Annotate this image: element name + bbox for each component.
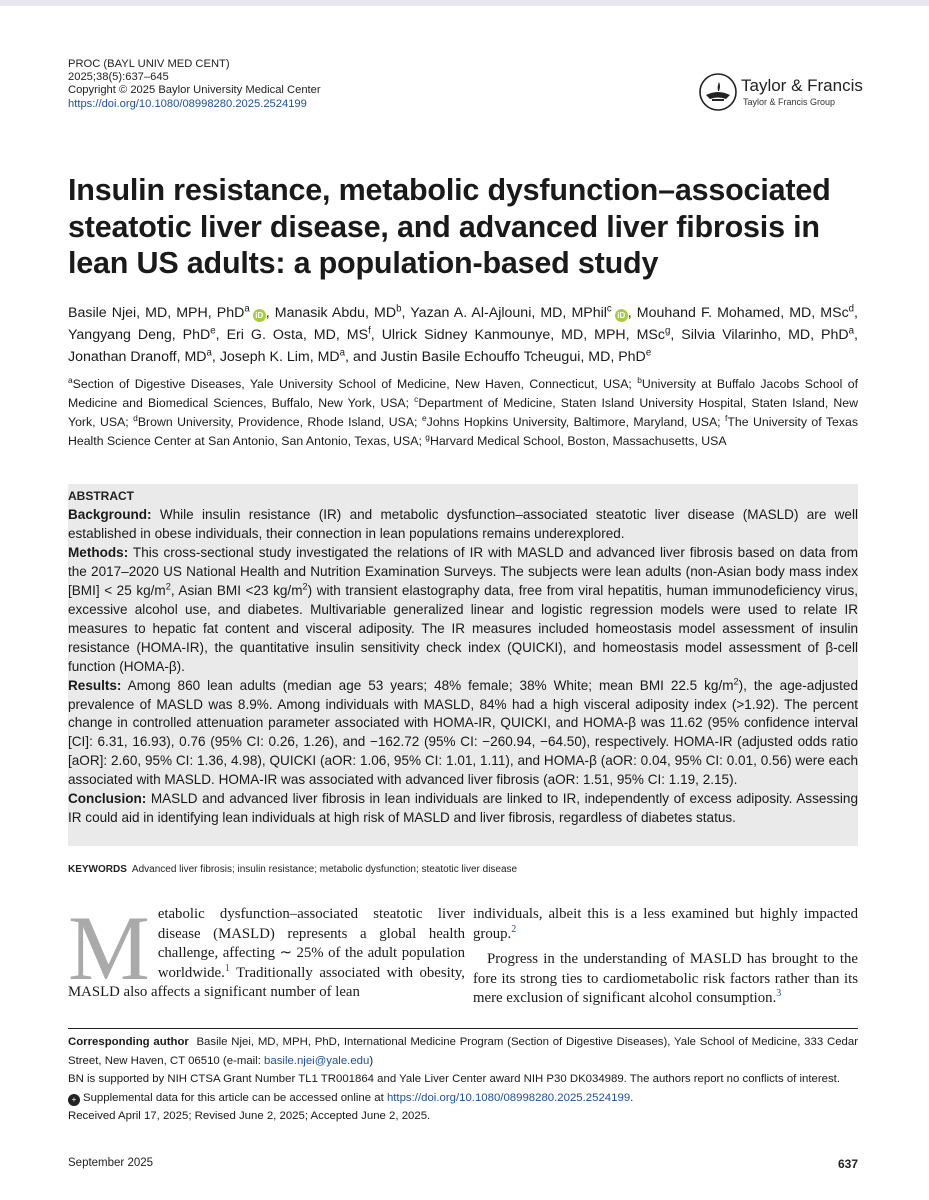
author-name: Manasik Abdu, MD bbox=[274, 305, 397, 321]
affiliation: The University of Texas Health Science Center at San Antonio, San Antonio, Texas, USA; bbox=[68, 415, 859, 448]
supplemental-note bbox=[68, 1089, 858, 1108]
background-label: Background: bbox=[68, 507, 152, 522]
author-affil-sup: a bbox=[339, 347, 346, 359]
affiliations bbox=[68, 375, 858, 451]
journal-copyright: Copyright © 2025 Baylor University Medical Center bbox=[68, 84, 321, 97]
body-text: etabolic dysfunction–associated steatotic liver disease (MASLD) represents a global health challenge, affecting ∼ 25% of the adult population worldwide. bbox=[157, 906, 465, 981]
abstract-heading: ABSTRACT bbox=[68, 489, 134, 503]
affiliation: University at Buffalo Jacobs School of Medicine and Biomedical Sciences, Buffalo, New York, USA; bbox=[68, 377, 858, 410]
publisher-group: Taylor & Francis Group bbox=[743, 97, 836, 107]
abstract-results bbox=[68, 677, 858, 791]
keywords-label: KEYWORDS bbox=[68, 864, 127, 875]
affil-sup: c bbox=[414, 393, 419, 404]
corr-text: Basile Njei, MD, MPH, PhD, International Medicine Program (Section of Digestive Diseases), Yale School of Medicine, 333 Cedar Street, New Haven, CT 06510 (e-mail: bbox=[68, 1036, 858, 1067]
reference-link[interactable]: 1 bbox=[224, 962, 230, 974]
author-name: Jonathan Dranoff, MD bbox=[68, 349, 207, 365]
abstract-box bbox=[68, 484, 858, 846]
journal-doi-link[interactable]: https://doi.org/10.1080/08998280.2025.2524199 bbox=[68, 97, 307, 110]
author-name: Eri G. Osta, MD, MS bbox=[226, 327, 369, 343]
affiliation: Department of Medicine, Staten Island University Hospital, Staten Island, New York, USA; bbox=[68, 396, 859, 429]
reference-link[interactable]: 3 bbox=[776, 988, 782, 1000]
body-text: Traditionally associated with obesity, MASLD also affects a significant number of lean bbox=[68, 964, 465, 1001]
author-list: Basile Njei, MD, MPH, PhD$^a$iD , Manasik Abdu, $MD^b$, Yazan A. Al-Ajlouni, MD, MPhil$^c$iD , Mouhand F. Mohamed, MD, MSc$^d$, Yangyang Deng, PhD$^e$, Eri G. Osta, MD, $MS^f$, Ulrick Sidney Kanmounye, MD, MPH, MSc$^g$, Silvia Vilarinho, MD, PhD$^a$, Jonathan Dranoff, $MD^a$, Joseph K. Lim, $MD^a$, and Justin Basile Echouffo Tcheugui, MD, PhD$^e$ bbox=[68, 303, 858, 365]
affil-sup: d bbox=[133, 412, 138, 423]
authors-and: and bbox=[352, 349, 377, 365]
affiliation: Section of Digestive Diseases, Yale University School of Medicine, New Haven, Connecticut, USA; bbox=[72, 377, 632, 391]
keywords-text: Advanced liver fibrosis; insulin resistance; metabolic dysfunction; steatotic liver disease bbox=[131, 864, 518, 875]
body-text: individuals, albeit this is a less examined but highly impacted group. bbox=[473, 906, 858, 942]
results-sup: 2 bbox=[733, 676, 739, 687]
footer-date: September 2025 bbox=[68, 1157, 154, 1169]
journal-name: PROC (BAYL UNIV MED CENT) bbox=[68, 58, 230, 70]
corr-label: Corresponding author bbox=[68, 1036, 189, 1048]
background-text: While insulin resistance (IR) and metabolic dysfunction–associated steatotic liver disease (MASLD) are well established in obese individuals, their connection in lean populations remains underexplored. bbox=[68, 507, 858, 541]
author-affil-sup: e bbox=[645, 347, 652, 359]
corr-text: ) bbox=[369, 1054, 374, 1067]
footnote-divider bbox=[68, 1028, 858, 1029]
author-affil-sup: d bbox=[848, 303, 855, 315]
abstract-methods bbox=[68, 544, 858, 677]
supplemental-icon: + bbox=[68, 1094, 80, 1106]
author-name: Mouhand F. Mohamed, MD, MSc bbox=[636, 305, 849, 321]
body-paragraph bbox=[473, 905, 858, 944]
conclusion-label: Conclusion: bbox=[68, 791, 147, 807]
footnotes bbox=[68, 1033, 858, 1126]
corresponding-author bbox=[68, 1033, 858, 1070]
author-name: Basile Njei, MD, MPH, PhD bbox=[68, 305, 245, 321]
supp-text: . bbox=[630, 1091, 634, 1104]
body-text: Progress in the understanding of MASLD has brought to the fore its strong ties to cardiometabolic risk factors rather than its mere exclusion of significant alcohol consumption. bbox=[473, 951, 858, 1007]
affil-sup: e bbox=[421, 412, 427, 423]
affil-sup: b bbox=[637, 374, 642, 385]
methods-text: ) with transient elastography data, free from viral hepatitis, human immunodeficiency virus, excessive alcohol use, and diabetes. Multivariable generalized linear and logistic regression models were used to relate IR measures to hepatic fat content and visceral adiposity. The IR measures included homeostasis model assessment of insulin resistance (HOMA-IR), the quantitative insulin sensitivity check index (QUICKI), and homeostasis model assessment of β-cell function (HOMA-β). bbox=[68, 582, 858, 674]
methods-text: This cross-sectional study investigated the relations of IR with MASLD and advanced liver fibrosis based on data from the 2017–2020 US National Health and Nutrition Examination Surveys. The subjects were lean adults (non-Asian body mass index [BMI] < 25 kg/m bbox=[68, 544, 858, 598]
page-number: 637 bbox=[837, 1157, 858, 1171]
publisher-logo bbox=[698, 72, 868, 112]
affiliation: Johns Hopkins University, Baltimore, Maryland, USA; bbox=[426, 415, 721, 429]
results-label: Results: bbox=[68, 677, 122, 693]
author-affil-sup: c bbox=[606, 303, 612, 315]
email-link[interactable]: basile.njei@yale.edu bbox=[264, 1054, 370, 1067]
abstract-background bbox=[68, 506, 858, 544]
supp-text: Supplemental data for this article can be accessed online at bbox=[83, 1091, 387, 1104]
journal-volume: 2025;38(5):637–645 bbox=[68, 71, 169, 84]
author-affil-sup: a bbox=[244, 303, 250, 315]
orcid-icon[interactable]: iD bbox=[253, 309, 266, 322]
keywords bbox=[68, 864, 517, 875]
conclusion-text: MASLD and advanced liver fibrosis in lean individuals are linked to IR, independently of excess adiposity. Assessing IR could aid in identifying lean individuals at high risk of MASLD and liver fibrosis, regardless of diabetes status. bbox=[68, 791, 858, 826]
top-bar bbox=[0, 0, 929, 6]
body-paragraph bbox=[473, 950, 858, 1009]
author-name: Justin Basile Echouffo Tcheugui, MD, PhD bbox=[380, 349, 646, 365]
author-affil-sup: a bbox=[206, 347, 212, 359]
body-column-left bbox=[68, 897, 465, 1003]
author-name: Silvia Vilarinho, MD, PhD bbox=[681, 327, 849, 343]
author-affil-sup: e bbox=[210, 325, 216, 337]
article-title: Insulin resistance, metabolic dysfunction–associated steatotic liver disease, and advanced liver fibrosis in lean US adults: a population-based study bbox=[68, 173, 831, 280]
abstract-conclusion bbox=[68, 790, 858, 828]
affiliation: Brown University, Providence, Rhode Island, USA; bbox=[137, 415, 418, 429]
affil-sup: g bbox=[425, 431, 430, 442]
drop-cap: M bbox=[68, 897, 150, 999]
author-name: Ulrick Sidney Kanmounye, MD, MPH, MSc bbox=[381, 327, 665, 343]
publisher-name: Taylor & Francis bbox=[741, 76, 863, 95]
methods-label: Methods: bbox=[68, 544, 129, 560]
received-dates: Received April 17, 2025; Revised June 2, 2025; Accepted June 2, 2025. bbox=[68, 1110, 431, 1122]
supplemental-link[interactable]: https://doi.org/10.1080/08998280.2025.2524199 bbox=[386, 1091, 631, 1104]
affil-sup: a bbox=[68, 374, 73, 385]
author-affil-sup: g bbox=[664, 325, 671, 337]
author-affil-sup: a bbox=[848, 325, 855, 337]
orcid-icon[interactable]: iD bbox=[615, 309, 628, 322]
affiliation: Harvard Medical School, Boston, Massachusetts, USA bbox=[429, 434, 727, 448]
author-name: Joseph K. Lim, MD bbox=[219, 349, 340, 365]
author-affil-sup: f bbox=[368, 325, 371, 337]
affil-sup: f bbox=[725, 412, 728, 423]
reference-link[interactable]: 2 bbox=[511, 923, 517, 935]
body-column-right bbox=[473, 905, 858, 1009]
methods-sup: 2 bbox=[165, 581, 171, 592]
results-text: ), the age-adjusted prevalence of MASLD was 8.9%. Among individuals with MASLD, 84% had a high visceral adiposity index (>1.92). The percent change in controlled attenuation parameter associated with HOMA-IR, QUICKI, and HOMA-β was 11.62 (95% confidence interval [CI]: 6.31, 16.93), 0.76 (95% CI: 0.26, 1.26), and −162.72 (95% CI: −260.94, −64.50), respectively. HOMA-IR (adjusted odds ratio [aOR]: 2.60, 95% CI: 1.36, 4.98), QUICKI (aOR: 1.06, 95% CI: 1.01, 1.11), and HOMA-β (aOR: 0.04, 95% CI: 0.01, 0.56) were each associated with MASLD. HOMA-IR was associated with advanced liver fibrosis (aOR: 1.51, 95% CI: 1.19, 2.15). bbox=[68, 677, 859, 788]
methods-sup: 2 bbox=[302, 581, 308, 592]
funding-note: BN is supported by NIH CTSA Grant Number TL1 TR001864 and Yale Liver Center award NIH P30 DK034989. The authors report no conflicts of interest. bbox=[68, 1073, 841, 1085]
author-name: Yazan A. Al-Ajlouni, MD, MPhil bbox=[410, 305, 607, 321]
publisher-lamp-icon bbox=[698, 72, 738, 112]
journal-info bbox=[68, 58, 321, 111]
author-affil-sup: b bbox=[396, 303, 402, 315]
results-text: Among 860 lean adults (median age 53 years; 48% female; 38% White; mean BMI 22.5 kg/m bbox=[127, 677, 734, 693]
author-name: Yangyang Deng, PhD bbox=[68, 327, 211, 343]
methods-text: , Asian BMI <23 kg/m bbox=[170, 582, 303, 598]
